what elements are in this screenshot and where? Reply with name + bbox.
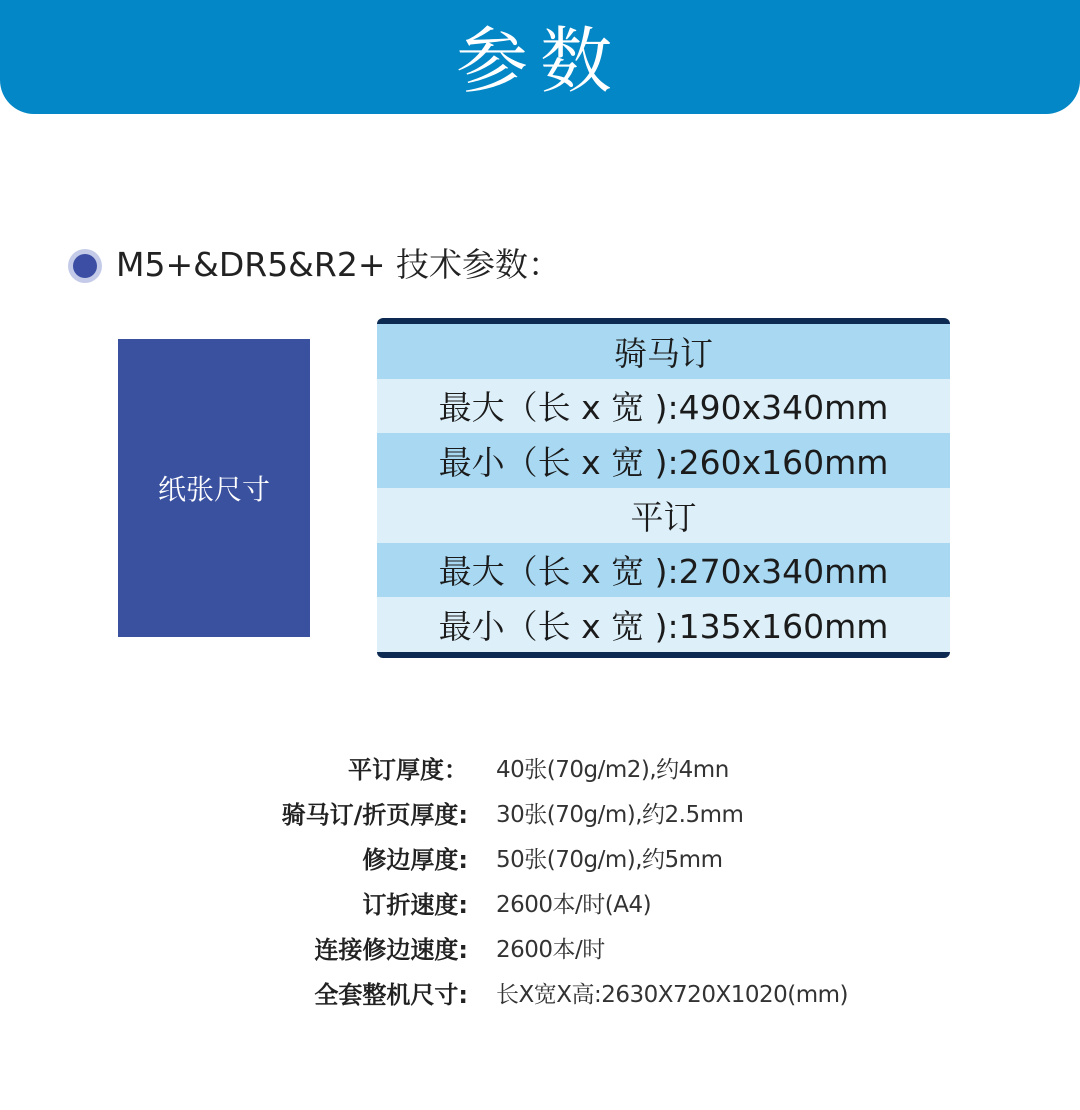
param-value: 2600本/时 bbox=[496, 937, 605, 963]
header-banner bbox=[0, 0, 1080, 114]
table-row: 最大（长 x 宽 ):490x340mm bbox=[377, 379, 950, 434]
param-value: 30张(70g/m),约2.5mm bbox=[496, 802, 744, 828]
page-title: 参数 bbox=[455, 19, 624, 103]
paper-size-label bbox=[118, 339, 310, 637]
table-row-saddle-stitch: 骑马订 bbox=[377, 324, 950, 379]
param-value: 长X宽X高:2630X720X1020(mm) bbox=[496, 982, 848, 1008]
param-row-trim-thickness bbox=[0, 838, 1080, 883]
param-label: 连接修边速度: bbox=[314, 936, 468, 964]
param-label: 骑马订/折页厚度: bbox=[281, 801, 468, 829]
param-label: 订折速度: bbox=[362, 891, 468, 919]
table-row: 最小（长 x 宽 ):260x160mm bbox=[377, 433, 950, 488]
param-value: 50张(70g/m),约5mm bbox=[496, 847, 723, 873]
section-heading: M5+&DR5&R2+ 技术参数： bbox=[116, 245, 561, 284]
param-row-fold-speed bbox=[0, 883, 1080, 928]
spec-table bbox=[377, 318, 950, 658]
param-row-flat-thickness bbox=[0, 748, 1080, 793]
param-row-trim-speed bbox=[0, 928, 1080, 973]
table-row: 最小（长 x 宽 ):135x160mm bbox=[377, 597, 950, 652]
param-label: 修边厚度: bbox=[362, 846, 468, 874]
param-value: 40张(70g/m2),约4mn bbox=[496, 757, 729, 783]
param-label: 平订厚度： bbox=[348, 756, 468, 784]
param-value: 2600本/时(A4) bbox=[496, 892, 652, 918]
table-row-flat-stitch: 平订 bbox=[377, 488, 950, 543]
param-label: 全套整机尺寸: bbox=[314, 981, 468, 1009]
param-row-saddle-thickness bbox=[0, 793, 1080, 838]
param-row-machine-size bbox=[0, 973, 1080, 1018]
paper-size-text: 纸张尺寸 bbox=[157, 473, 270, 506]
bullet-icon bbox=[68, 249, 102, 283]
table-row: 最大（长 x 宽 ):270x340mm bbox=[377, 543, 950, 598]
